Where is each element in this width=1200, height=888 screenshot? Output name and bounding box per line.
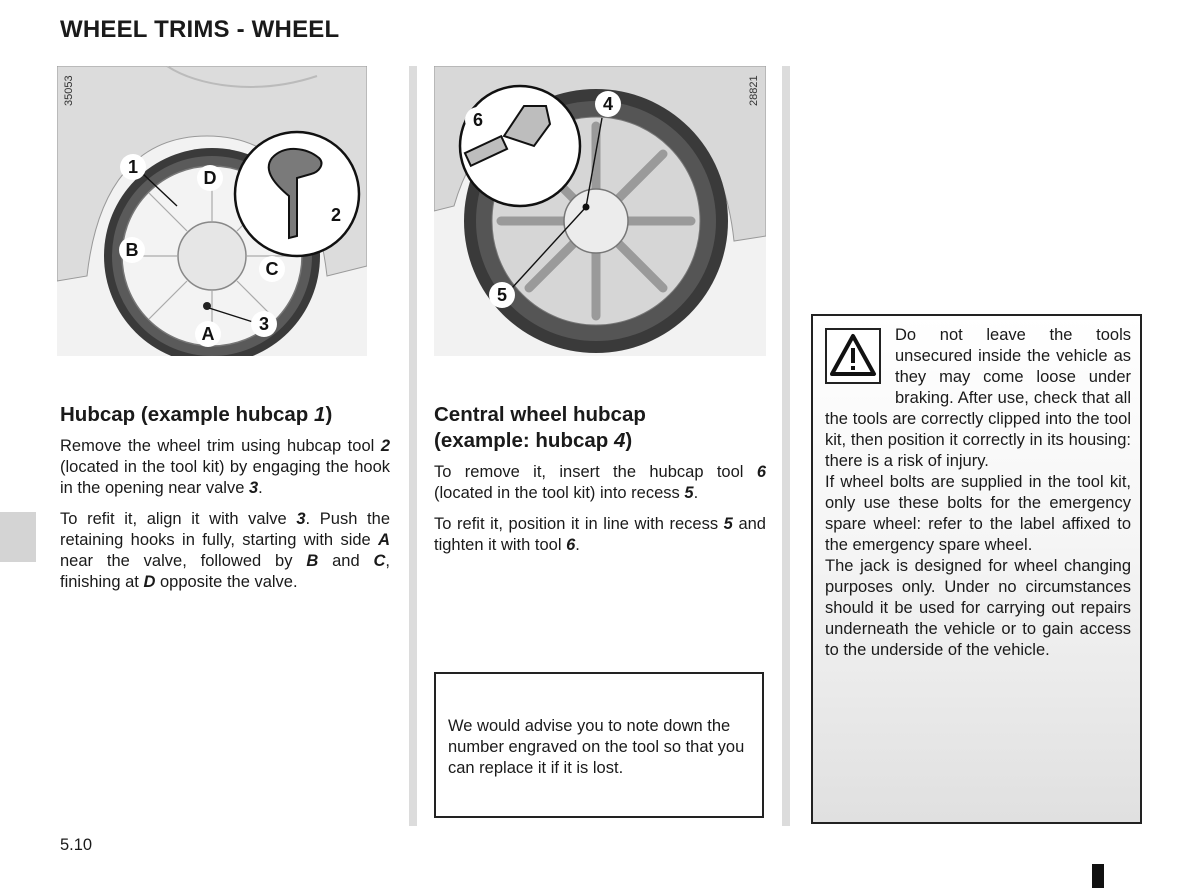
reference-mark: A: [378, 531, 390, 549]
reference-mark: 5: [723, 515, 733, 533]
reference-mark: 2: [380, 437, 390, 455]
hubcap-drawing: [57, 66, 367, 356]
text-run: .: [575, 536, 580, 554]
central-hubcap-heading: Central wheel hubcap (example: hubcap 4): [434, 403, 646, 452]
callout-5: 5: [489, 282, 515, 308]
hubcap-remove-text: [60, 436, 390, 499]
central-remove-text: [434, 462, 766, 504]
column-divider-left: [409, 66, 417, 826]
reference-mark: D: [143, 573, 156, 591]
text-run: To remove it, insert the hubcap tool: [434, 463, 757, 481]
hubcap-illustration: [57, 66, 367, 356]
reference-mark: 3: [248, 479, 259, 497]
text-run: . Push the retaining hooks in fully, starting with side: [60, 510, 390, 549]
warning-text: Do not leave the tools unsecured inside the vehicle as they may come loose under braking. After use, check that all the tools are correctly clipped into the tool kit, then position it correctly in its housing: there is a risk of injury. If wheel bolts are supplied in the tool kit, only use these bolts for the emergency spare wheel: refer to the label affixed to the emergency spare wheel. The jack is designed for wheel changing purposes only. Under no circumstances should it be used for carrying out repairs underneath the vehicle or to gain access to the underside of the vehicle.: [825, 326, 1131, 659]
reference-mark: 5: [684, 484, 694, 502]
reference-mark: C: [373, 552, 386, 570]
note-text: We would advise you to note down the number engraved on the tool so that you can replace it if it is lost.: [448, 717, 745, 777]
text-run: (located in the tool kit) by engaging the hook in the opening near valve: [60, 458, 390, 497]
figure-code: 35053: [63, 75, 75, 106]
section-tab: [0, 512, 36, 562]
note-box: [434, 672, 764, 818]
callout-2: 2: [323, 202, 349, 228]
callout-D: D: [197, 165, 223, 191]
callout-6: 6: [465, 107, 491, 133]
reference-mark: 3: [296, 510, 306, 528]
text-run: (located in the tool kit) into recess: [434, 484, 685, 502]
reference-mark: 6: [566, 536, 576, 554]
callout-C: C: [259, 256, 285, 282]
page-title: WHEEL TRIMS - WHEEL: [60, 16, 340, 43]
text-run: .: [258, 479, 263, 497]
warning-box: [811, 314, 1142, 824]
callout-1: 1: [120, 154, 146, 180]
callout-4: 4: [595, 91, 621, 117]
text-run: To refit it, position it in line with recess: [434, 515, 724, 533]
central-hubcap-illustration: [434, 66, 766, 356]
reference-mark: 6: [756, 463, 766, 481]
reference-mark: B: [306, 552, 319, 570]
callout-A: A: [195, 321, 221, 347]
text-run: .: [693, 484, 699, 502]
corner-mark: [1092, 864, 1104, 888]
callout-B: B: [119, 237, 145, 263]
text-run: near the valve, followed by: [60, 552, 307, 570]
hubcap-heading: Hubcap (example hubcap 1): [60, 403, 333, 426]
central-refit-text: [434, 514, 766, 556]
central-hubcap-section: [434, 402, 766, 566]
text-run: Remove the wheel trim using hubcap tool: [60, 437, 381, 455]
callout-3: 3: [251, 311, 277, 337]
text-run: and tighten it with tool: [434, 515, 766, 554]
text-run: and: [318, 552, 374, 570]
page-number: 5.10: [60, 836, 93, 854]
text-run: opposite the valve.: [155, 573, 298, 591]
text-run: , finishing at: [60, 552, 390, 591]
column-divider-right: [782, 66, 790, 826]
hubcap-refit-text: [60, 509, 390, 593]
figure-code: 28821: [748, 75, 760, 106]
hubcap-section: [60, 402, 390, 603]
text-run: To refit it, align it with valve: [60, 510, 297, 528]
